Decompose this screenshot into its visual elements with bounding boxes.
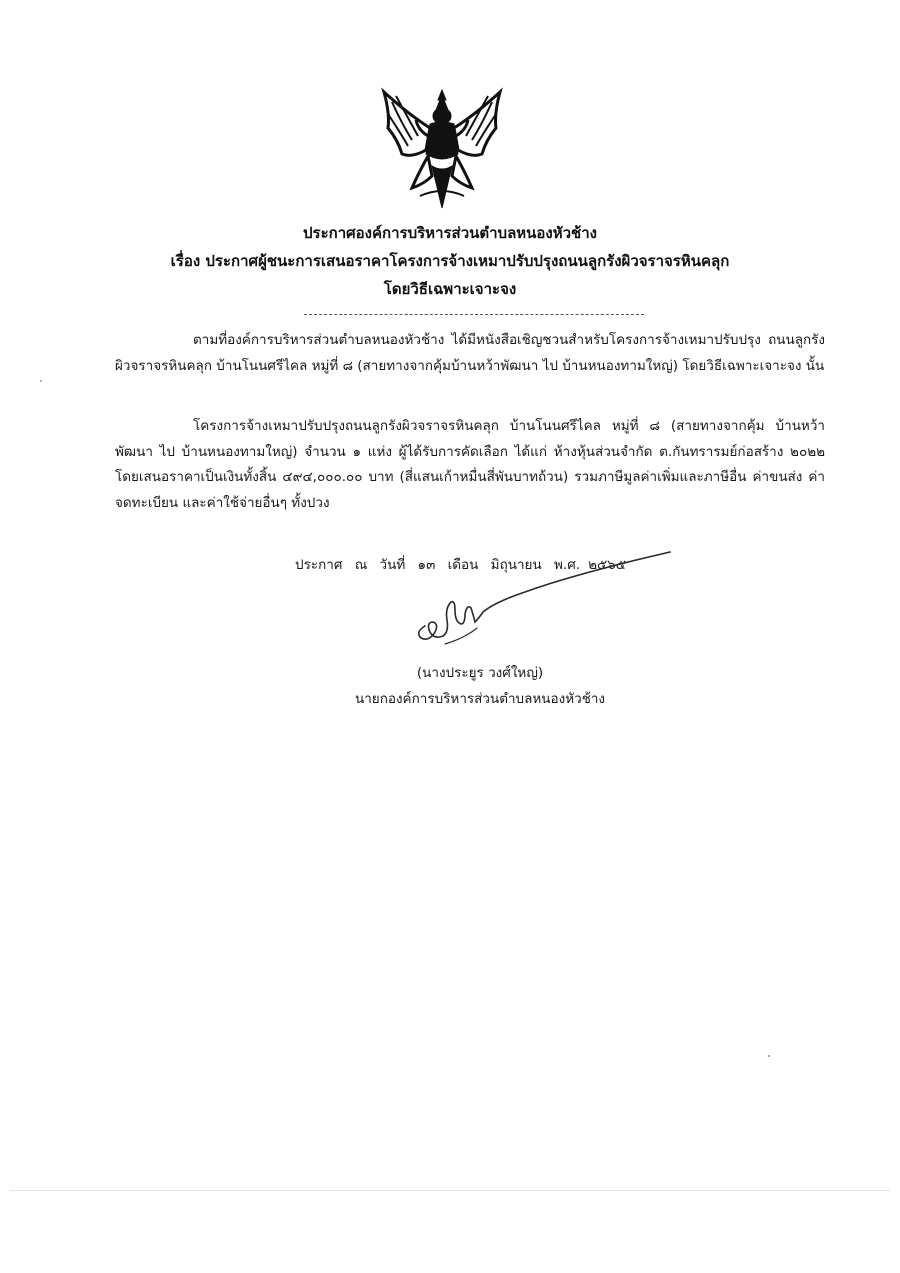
announce-year: ๒๕๖๕ [588, 557, 626, 573]
announce-prefix: ประกาศ [295, 557, 343, 573]
paragraph-invitation [115, 328, 825, 379]
scan-speck [768, 1055, 770, 1057]
announce-month-label: เดือน [447, 557, 479, 573]
announce-day: ๑๓ [417, 557, 436, 573]
header-method: โดยวิธีเฉพาะเจาะจง [383, 280, 517, 298]
header-organization: ประกาศองค์การบริหารส่วนตำบลหนองหัวช้าง [303, 224, 597, 242]
scan-speck [40, 380, 42, 382]
dashed-divider [304, 314, 644, 315]
garuda-emblem-icon [372, 84, 512, 214]
announce-at: ณ [354, 557, 368, 573]
announce-day-label: วันที่ [379, 557, 406, 573]
announce-year-label: พ.ศ. [554, 557, 581, 573]
announce-month: มิถุนายน [490, 557, 542, 573]
signer-title: นายกองค์การบริหารส่วนตำบลหนองหัวช้าง [354, 691, 606, 707]
paragraph-winner [115, 414, 825, 516]
header-subject: เรื่อง ประกาศผู้ชนะการเสนอราคาโครงการจ้างเหมาปรับปรุงถนนลูกรังผิวจราจรหินคลุก [170, 252, 730, 270]
paragraph-invitation-text: ตามที่องค์การบริหารส่วนตำบลหนองหัวช้าง ได้มีหนังสือเชิญชวนสำหรับโครงการจ้างเหมาปรับปรุง ถนนลูกรังผิวจราจรหินคลุก บ้านโนนศรีไคล หมู่ที่ ๘ (สายทางจากคุ้มบ้านหว้าพัฒนา ไป บ้านหนองทามใหญ่) โดยวิธีเฉพาะเจาะจง นั้น [115, 332, 825, 374]
scan-edge-line [10, 1190, 890, 1191]
signer-name: (นางประยูร วงศ์ใหญ่) [416, 665, 544, 681]
paragraph-winner-text: โครงการจ้างเหมาปรับปรุงถนนลูกรังผิวจราจรหินคลุก บ้านโนนศรีไคล หมู่ที่ ๘ (สายทางจากคุ้ม บ้านหว้าพัฒนา ไป บ้านหนองทามใหญ่) จำนวน ๑ แห่ง ผู้ได้รับการคัดเลือก ได้แก่ ห้างหุ้นส่วนจำกัด ต.กันทรารมย์ก่อสร้าง ๒๐๒๒ โดยเสนอราคาเป็นเงินทั้งสิ้น ๔๙๔,๐๐๐.๐๐ บาท (สี่แสนเก้าหมื่นสี่พันบาทถ้วน) รวมภาษีมูลค่าเพิ่มและภาษีอื่น ค่าขนส่ง ค่าจดทะเบียน และค่าใช้จ่ายอื่นๆ ทั้งปวง [115, 418, 825, 511]
handwritten-signature [405, 548, 680, 658]
